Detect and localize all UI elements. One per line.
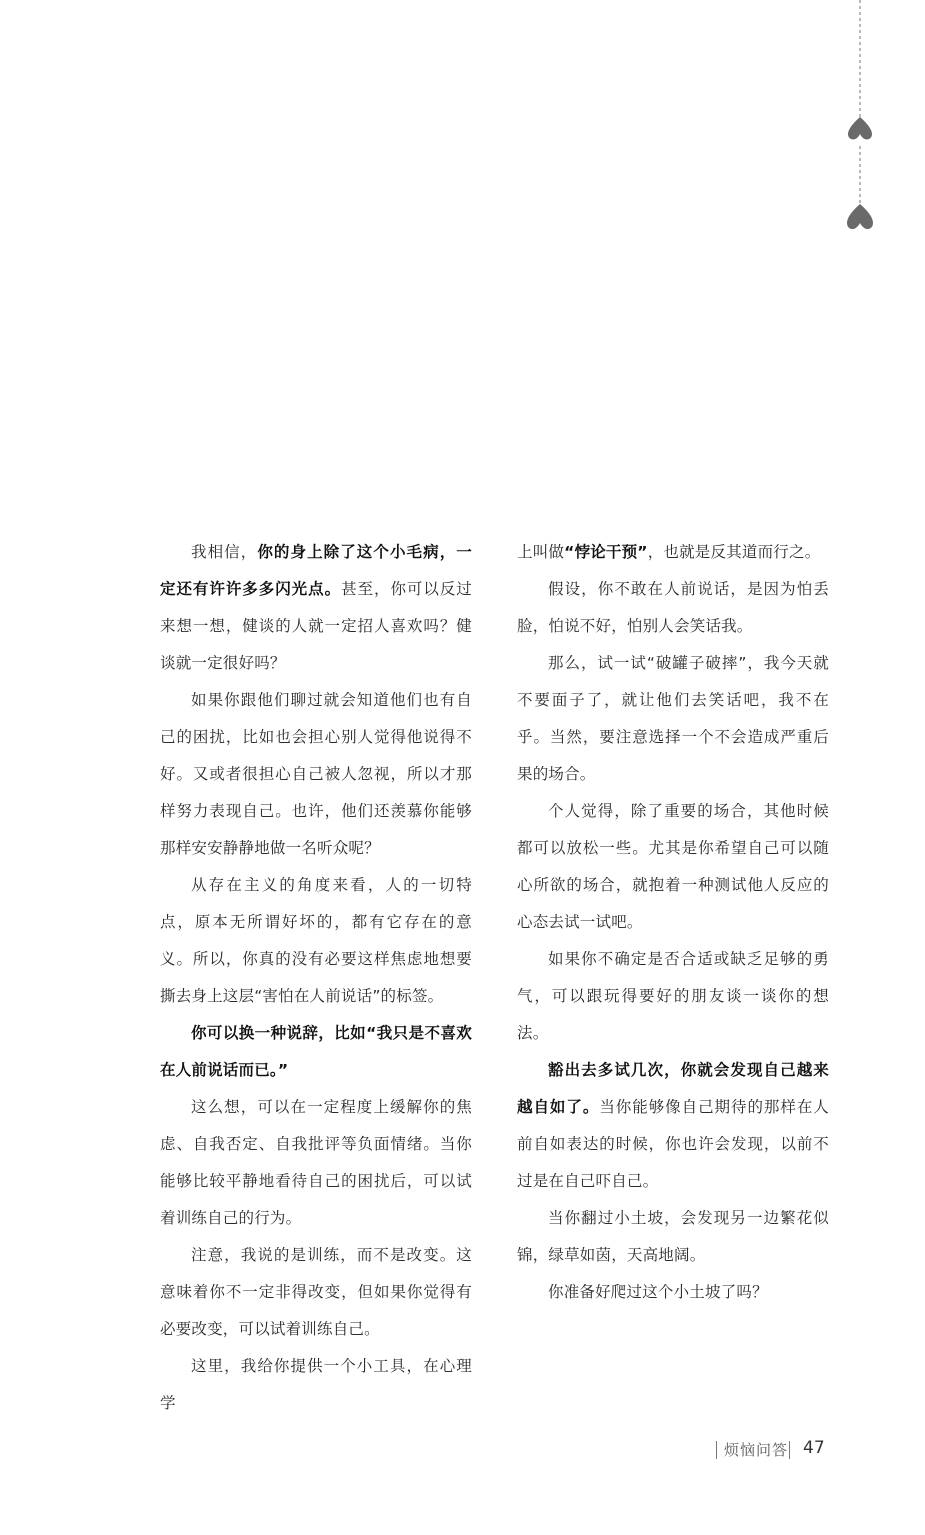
paragraph: 如果你跟他们聊过就会知道他们也有自己的困扰，比如也会担心别人觉得他说得不好。又或者很担心自己被人忽视，所以才那样努力表现自己。也许，他们还羡慕你能够那样安安静静地做一名听众呢？ xyxy=(160,691,472,857)
decorative-ornament xyxy=(838,0,882,250)
paragraph: 当你翻过小土坡，会发现另一边繁花似锦，绿草如茵，天高地阔。 xyxy=(517,1209,829,1264)
paragraph: 你准备好爬过这个小土坡了吗？ xyxy=(548,1283,768,1301)
paragraph: 那么，试一试“破罐子破摔”，我今天就不要面子了，就让他们去笑话吧，我不在乎。当然，要注意选择一个不会造成严重后果的场合。 xyxy=(517,654,829,783)
left-text-column xyxy=(160,534,472,1422)
page-number: 47 xyxy=(803,1438,825,1458)
divider xyxy=(716,1441,717,1459)
heart-icon xyxy=(848,117,872,139)
emphasis-text: “悖论干预” xyxy=(564,543,648,561)
paragraph: 注意，我说的是训练，而不是改变。这意味着你不一定非得改变，但如果你觉得有必要改变，可以试着训练自己。 xyxy=(160,1246,472,1338)
right-text-column xyxy=(517,534,829,1311)
heart-icon xyxy=(847,204,873,229)
paragraph: 我相信，你的身上除了这个小毛病，一定还有许许多多闪光点。甚至，你可以反过来想一想，健谈的人就一定招人喜欢吗？健谈就一定很好吗？ xyxy=(160,543,473,672)
divider xyxy=(789,1441,790,1459)
section-label: 烦恼问答 xyxy=(724,1441,789,1459)
paragraph: 这么想，可以在一定程度上缓解你的焦虑、自我否定、自我批评等负面情绪。当你能够比较平静地看待自己的困扰后，可以试着训练自己的行为。 xyxy=(160,1098,472,1227)
emphasis-text: 豁出去多试几次，你就会发现自己越来越自如了。 xyxy=(517,1061,829,1116)
emphasis-text: 你的身上除了这个小毛病，一定还有许许多多闪光点。 xyxy=(160,543,472,598)
page-footer xyxy=(710,1437,835,1463)
paragraph: 如果你不确定是否合适或缺乏足够的勇气，可以跟玩得要好的朋友谈一谈你的想法。 xyxy=(517,950,829,1042)
paragraph: 这里，我给你提供一个小工具，在心理学 xyxy=(160,1357,472,1412)
paragraph-continued: 上叫做“悖论干预”，也就是反其道而行之。 xyxy=(517,543,821,561)
paragraph: 豁出去多试几次，你就会发现自己越来越自如了。当你能够像自己期待的那样在人前自如表达的时候，你也许会发现，以前不过是在自己吓自己。 xyxy=(517,1061,829,1190)
emphasis-paragraph: 你可以换一种说辞，比如“我只是不喜欢在人前说话而已。” xyxy=(160,1024,472,1079)
paragraph: 假设，你不敢在人前说话，是因为怕丢脸，怕说不好，怕别人会笑话我。 xyxy=(517,580,829,635)
paragraph: 个人觉得，除了重要的场合，其他时候都可以放松一些。尤其是你希望自己可以随心所欲的场合，就抱着一种测试他人反应的心态去试一试吧。 xyxy=(517,802,829,931)
paragraph: 从存在主义的角度来看，人的一切特点，原本无所谓好坏的，都有它存在的意义。所以，你真的没有必要这样焦虑地想要撕去身上这层“害怕在人前说话”的标签。 xyxy=(160,876,472,1005)
